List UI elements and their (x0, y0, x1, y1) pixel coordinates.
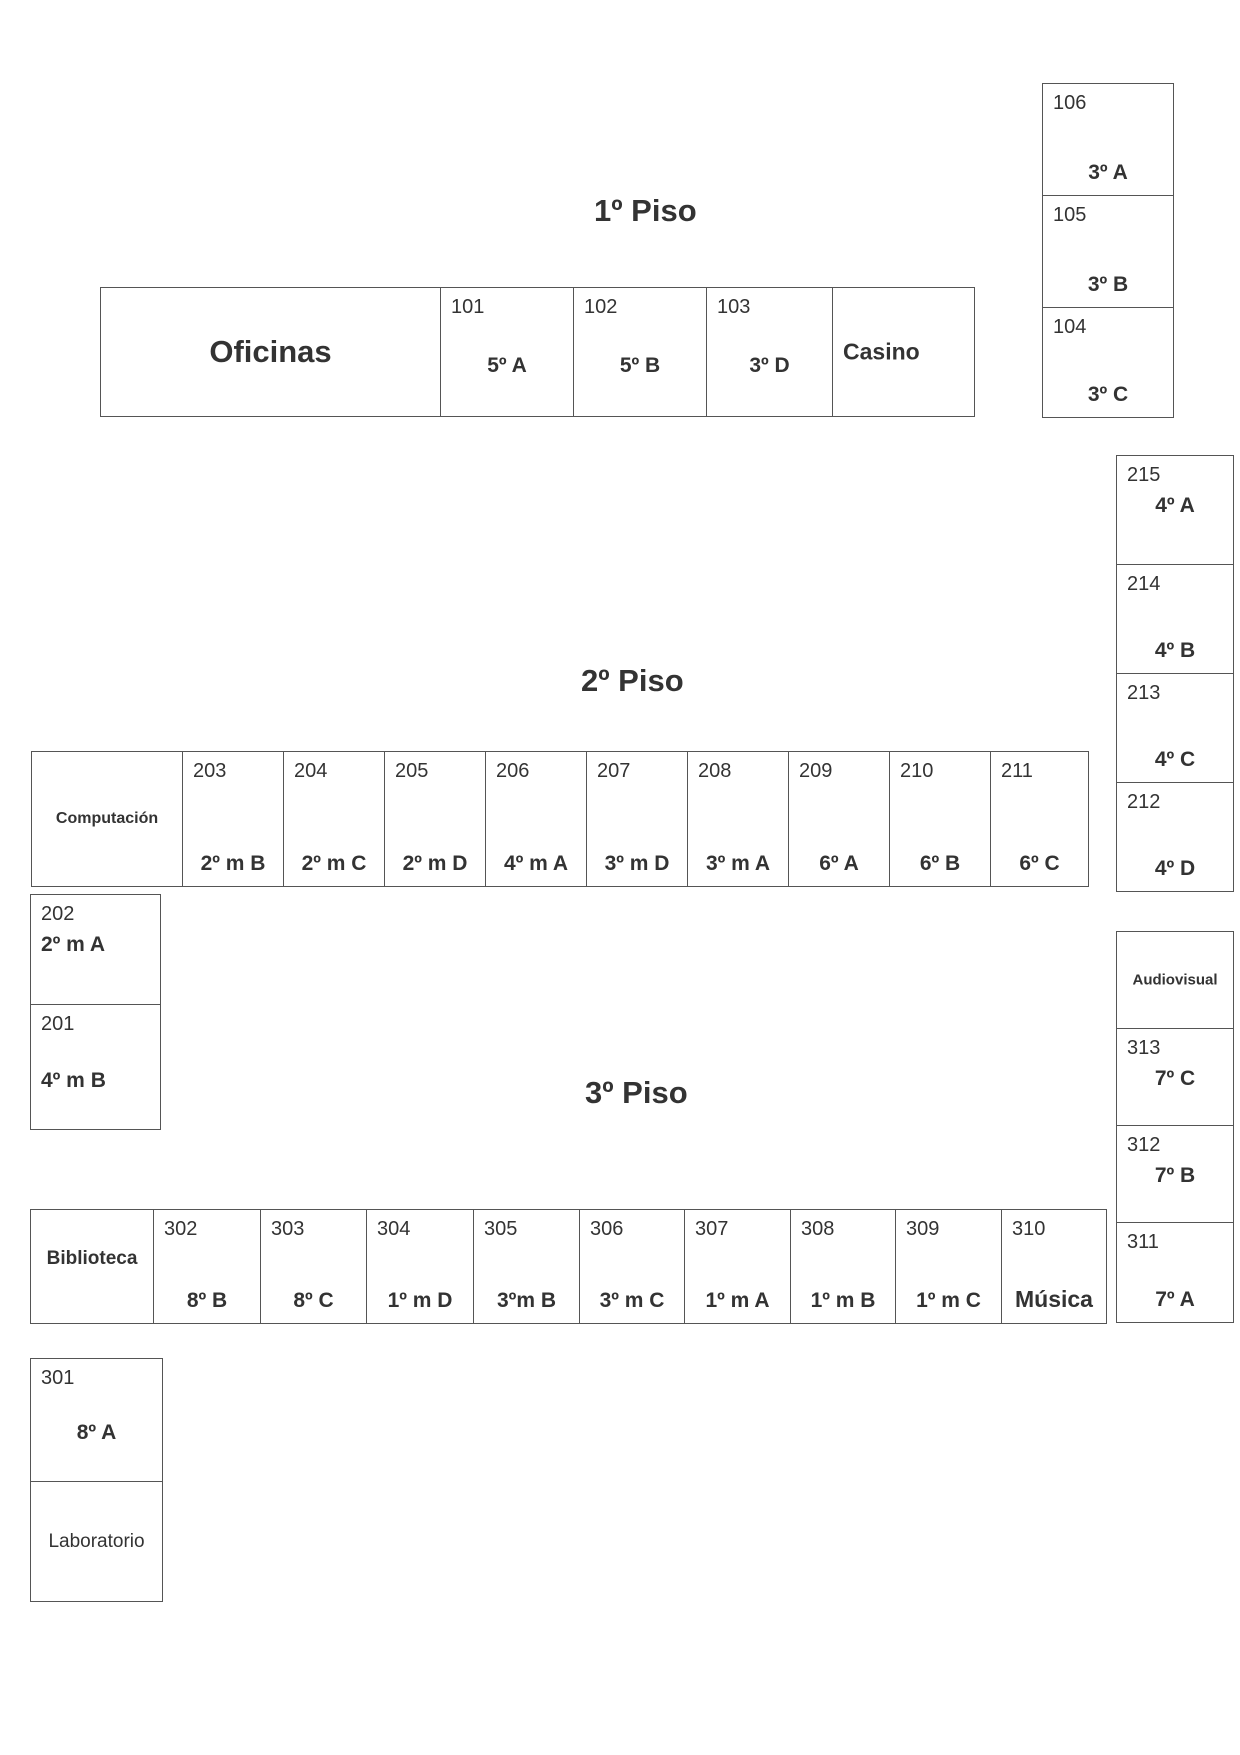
room-group: 1º m D (387, 1289, 453, 1312)
room-106 (1042, 83, 1174, 196)
room-209 (788, 751, 890, 887)
room-number: 307 (695, 1218, 729, 1240)
room-group: 3º D (749, 354, 790, 377)
room-group: 4º m A (503, 852, 569, 875)
room-202 (30, 894, 161, 1005)
room-302 (153, 1209, 261, 1324)
room-number: 105 (1053, 204, 1087, 226)
room-group: 2º m C (301, 852, 367, 875)
room-number: 106 (1053, 92, 1087, 114)
room-211 (990, 751, 1089, 887)
room-number: 313 (1127, 1037, 1161, 1059)
room-name: Audiovisual (1132, 971, 1218, 989)
room-309 (895, 1209, 1002, 1324)
room-number: 209 (799, 760, 833, 782)
room-group: 3ºm B (496, 1289, 557, 1312)
room-name: Computación (55, 810, 159, 827)
room-biblioteca (30, 1209, 154, 1324)
room-number: 201 (41, 1013, 75, 1035)
room-214 (1116, 564, 1234, 674)
room-102 (573, 287, 707, 417)
room-203 (182, 751, 284, 887)
room-group: 4º C (1154, 748, 1196, 771)
room-number: 206 (496, 760, 530, 782)
room-group: 3º B (1087, 273, 1129, 296)
room-group: 3º m D (604, 852, 670, 875)
room-group: 3º m C (599, 1289, 665, 1312)
room-number: 309 (906, 1218, 940, 1240)
room-number: 203 (193, 760, 227, 782)
room-group: 4º m B (41, 1069, 106, 1092)
room-number: 211 (1001, 760, 1033, 782)
room-laboratorio (30, 1481, 163, 1602)
room-group: 3º m A (705, 852, 771, 875)
room-group: 8º C (293, 1289, 334, 1312)
room-oficinas (100, 287, 441, 417)
room-201 (30, 1004, 161, 1130)
room-number: 214 (1127, 573, 1161, 595)
room-308 (790, 1209, 896, 1324)
room-101 (440, 287, 574, 417)
room-313 (1116, 1028, 1234, 1126)
room-number: 212 (1127, 791, 1161, 813)
room-305 (473, 1209, 580, 1324)
room-306 (579, 1209, 685, 1324)
room-number: 204 (294, 760, 328, 782)
room-group: 8º B (186, 1289, 228, 1312)
room-310 (1001, 1209, 1107, 1324)
room-number: 310 (1012, 1218, 1046, 1240)
room-213 (1116, 673, 1234, 783)
room-number: 308 (801, 1218, 835, 1240)
room-number: 301 (41, 1367, 75, 1389)
floor-2-title: 2º Piso (581, 663, 684, 698)
room-number: 312 (1127, 1134, 1161, 1156)
room-206 (485, 751, 587, 887)
room-number: 303 (271, 1218, 305, 1240)
room-group: 4º A (1155, 494, 1195, 517)
room-group: 1º m A (705, 1289, 770, 1312)
room-name: Biblioteca (46, 1247, 138, 1269)
room-212 (1116, 782, 1234, 892)
room-number: 210 (900, 760, 934, 782)
room-number: 213 (1127, 682, 1161, 704)
room-104 (1042, 307, 1174, 418)
room-group: 3º A (1088, 161, 1128, 184)
room-group: 7º C (1154, 1067, 1196, 1090)
room-name: Casino (843, 338, 920, 365)
room-number: 104 (1053, 316, 1087, 338)
room-303 (260, 1209, 367, 1324)
room-number: 311 (1127, 1231, 1159, 1253)
room-304 (366, 1209, 474, 1324)
room-group: 2º m D (402, 852, 468, 875)
room-311 (1116, 1222, 1234, 1323)
room-audiovisual (1116, 931, 1234, 1029)
room-207 (586, 751, 688, 887)
room-group: 4º B (1154, 639, 1196, 662)
room-number: 304 (377, 1218, 411, 1240)
room-group: 6º C (1019, 852, 1060, 875)
room-group: 4º D (1154, 857, 1196, 880)
room-number: 207 (597, 760, 631, 782)
room-number: 208 (698, 760, 732, 782)
room-number: 202 (41, 903, 75, 925)
room-name: Laboratorio (48, 1530, 145, 1552)
room-number: 215 (1127, 464, 1161, 486)
room-number: 102 (584, 296, 618, 318)
room-computacion (31, 751, 183, 887)
room-group: 3º C (1087, 383, 1129, 406)
room-215 (1116, 455, 1234, 565)
room-205 (384, 751, 486, 887)
room-312 (1116, 1125, 1234, 1223)
room-307 (684, 1209, 791, 1324)
room-group: 7º A (1155, 1288, 1195, 1311)
room-name: Oficinas (209, 334, 332, 369)
room-group: 2º m A (41, 933, 106, 956)
room-208 (687, 751, 789, 887)
room-number: 205 (395, 760, 429, 782)
room-103 (706, 287, 833, 417)
room-210 (889, 751, 991, 887)
room-group: 7º B (1154, 1164, 1196, 1187)
room-number: 306 (590, 1218, 624, 1240)
room-number: 101 (451, 296, 485, 318)
room-105 (1042, 195, 1174, 308)
room-group: 5º B (619, 354, 661, 377)
room-casino (832, 287, 975, 417)
room-group: 1º m C (916, 1289, 981, 1312)
room-group: 6º A (819, 852, 859, 875)
floor-1-title: 1º Piso (594, 193, 697, 228)
room-number: 103 (717, 296, 751, 318)
room-group: 1º m B (810, 1289, 876, 1312)
room-number: 305 (484, 1218, 518, 1240)
room-204 (283, 751, 385, 887)
room-group: 6º B (919, 852, 961, 875)
room-group: 5º A (487, 354, 527, 377)
room-group: 8º A (76, 1421, 117, 1444)
room-number: 302 (164, 1218, 198, 1240)
floor-3-title: 3º Piso (585, 1075, 688, 1110)
room-group: 2º m B (200, 852, 266, 875)
room-301 (30, 1358, 163, 1482)
room-name: Música (1015, 1286, 1093, 1312)
